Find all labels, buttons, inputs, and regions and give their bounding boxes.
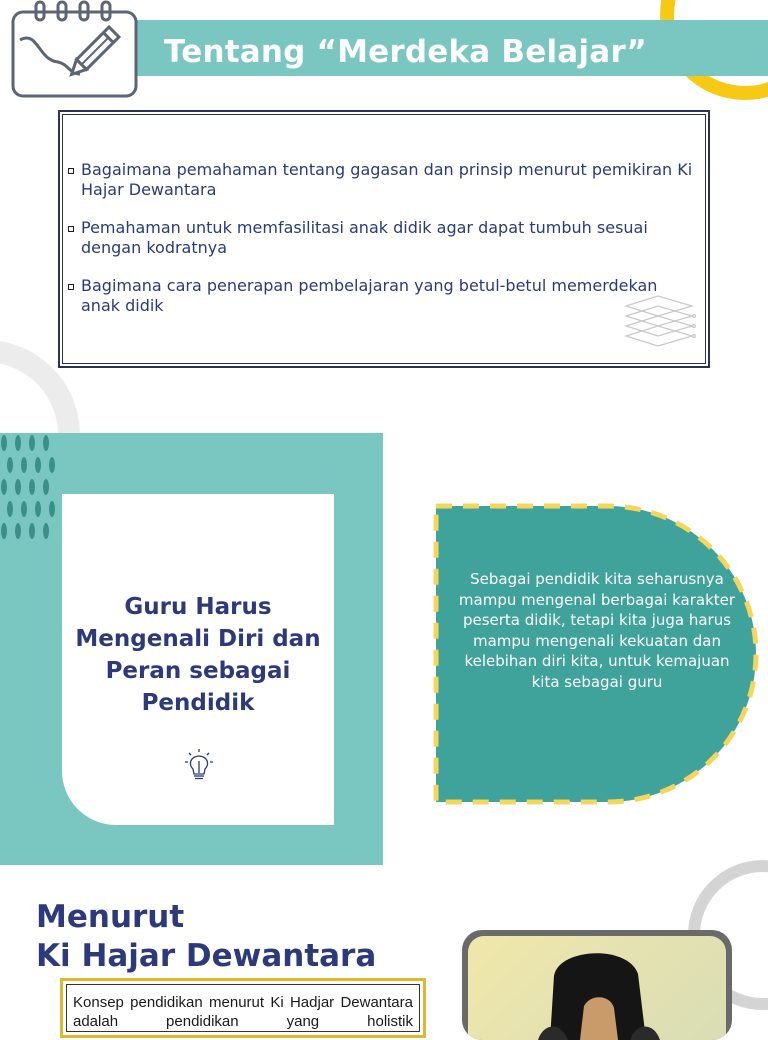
list-item: Pemahaman untuk memfasilitasi anak didik agar dapat tumbuh sesuai dengan kodratnya xyxy=(68,218,700,258)
layers-icon xyxy=(622,292,698,354)
page-title: Tentang “Merdeka Belajar” xyxy=(164,34,647,70)
list-item: Bagimana cara penerapan pembelajaran yang betul-betul memerdekan anak didik xyxy=(68,276,700,316)
quote-text: Konsep pendidikan menurut Ki Hadjar Dewantara adalah pendidikan yang holistik xyxy=(73,994,413,1030)
intro-bullet-list xyxy=(68,160,700,334)
section-heading-line1: Menurut xyxy=(36,899,185,935)
quote-box xyxy=(60,978,426,1038)
notebook-pencil-icon xyxy=(8,0,140,100)
card-title: Guru Harus Mengenali Diri dan Peran sebagai Pendidik xyxy=(75,594,321,716)
portrait-image xyxy=(468,936,726,1040)
list-item: Bagaimana pemahaman tentang gagasan dan prinsip menurut pemikiran Ki Hajar Dewantara xyxy=(68,160,700,200)
section-heading-line2: Ki Hajar Dewantara xyxy=(36,938,377,974)
lightbulb-icon xyxy=(185,747,213,783)
callout-text: Sebagai pendidik kita seharusnya mampu mengenal berbagai karakter peserta didik, tetapi kita juga harus mampu mengenali kekuatan dan kelebihan diri kita, untuk kemajuan kita sebagai guru xyxy=(458,570,736,691)
section-heading xyxy=(36,898,376,976)
decorative-dots xyxy=(0,433,60,543)
